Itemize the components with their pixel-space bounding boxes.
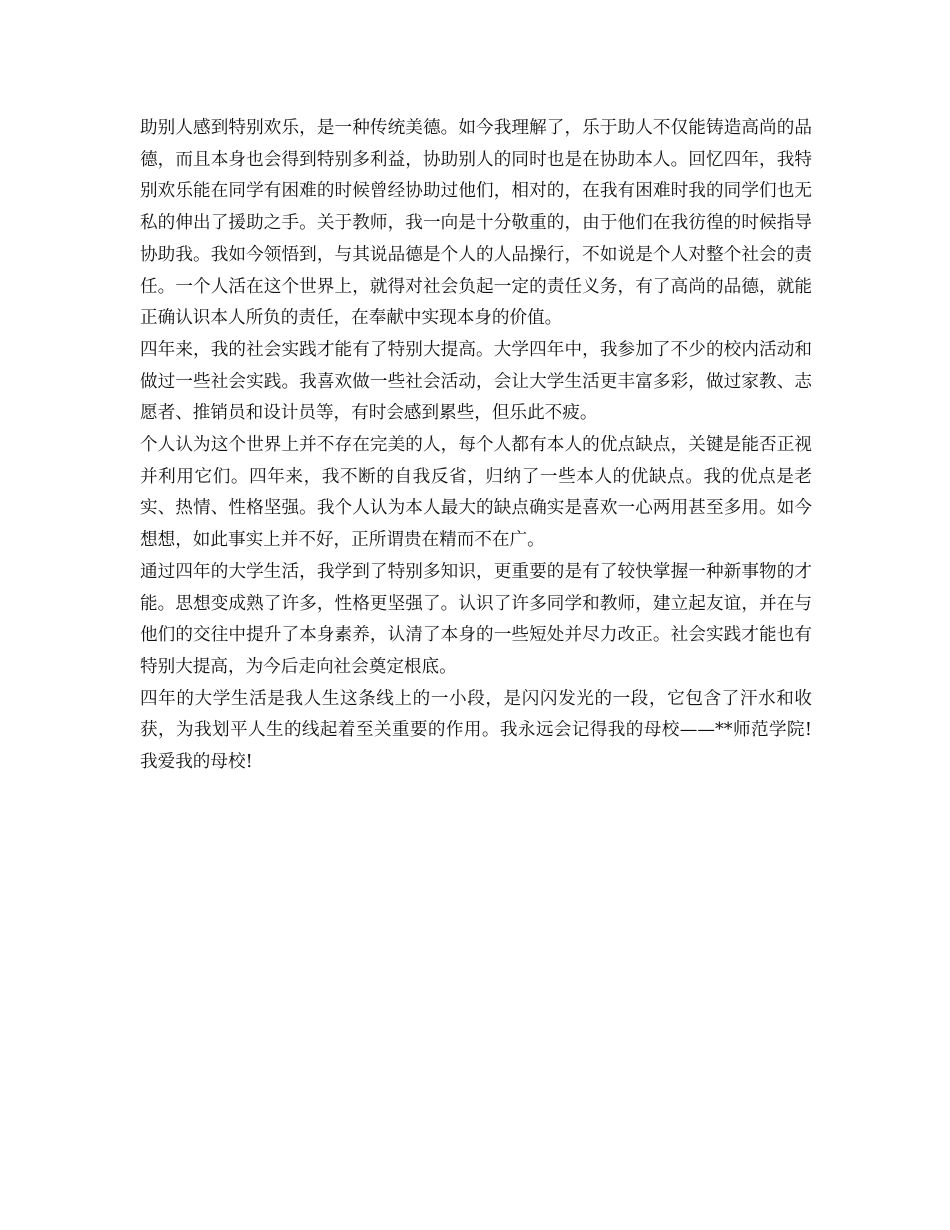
paragraph-2: 四年来，我的社会实践才能有了特别大提高。大学四年中，我参加了不少的校内活动和做过一些社会实践。我喜欢做一些社会活动，会让大学生活更丰富多彩，做过家教、志愿者、推销员和设计员等，有时会感到累些，但乐此不疲。 [140, 339, 812, 424]
paragraph-3: 个人认为这个世界上并不存在完美的人，每个人都有本人的优点缺点，关键是能否正视并利用它们。四年来，我不断的自我反省，归纳了一些本人的优缺点。我的优点是老实、热情、性格坚强。我个人认为本人最大的缺点确实是喜欢一心两用甚至多用。如今想想，如此事实上并不好，正所谓贵在精而不在广。 [140, 435, 812, 551]
paragraph-1: 助别人感到特别欢乐，是一种传统美德。如今我理解了，乐于助人不仅能铸造高尚的品德，而且本身也会得到特别多利益，协助别人的同时也是在协助本人。回忆四年，我特别欢乐能在同学有困难的时候曾经协助过他们，相对的，在我有困难时我的同学们也无私的伸出了援助之手。关于教师，我一向是十分敬重的，由于他们在我彷徨的时候指导协助我。我如今领悟到，与其说品德是个人的人品操行，不如说是个人对整个社会的责任。一个人活在这个世界上，就得对社会负起一定的责任义务，有了高尚的品德，就能正确认识本人所负的责任，在奉献中实现本身的价值。 [140, 118, 812, 329]
paragraph-5: 四年的大学生活是我人生这条线上的一小段，是闪闪发光的一段，它包含了汗水和收获，为我划平人生的线起着至关重要的作用。我永远会记得我的母校——**师范学院!我爱我的母校! [140, 688, 812, 773]
document-body [140, 113, 812, 779]
paragraph-4: 通过四年的大学生活，我学到了特别多知识，更重要的是有了较快掌握一种新事物的才能。思想变成熟了许多，性格更坚强了。认识了许多同学和教师，建立起友谊，并在与他们的交往中提升了本身素养，认清了本身的一些短处并尽力改正。社会实践才能也有特别大提高，为今后走向社会奠定根底。 [140, 561, 812, 677]
